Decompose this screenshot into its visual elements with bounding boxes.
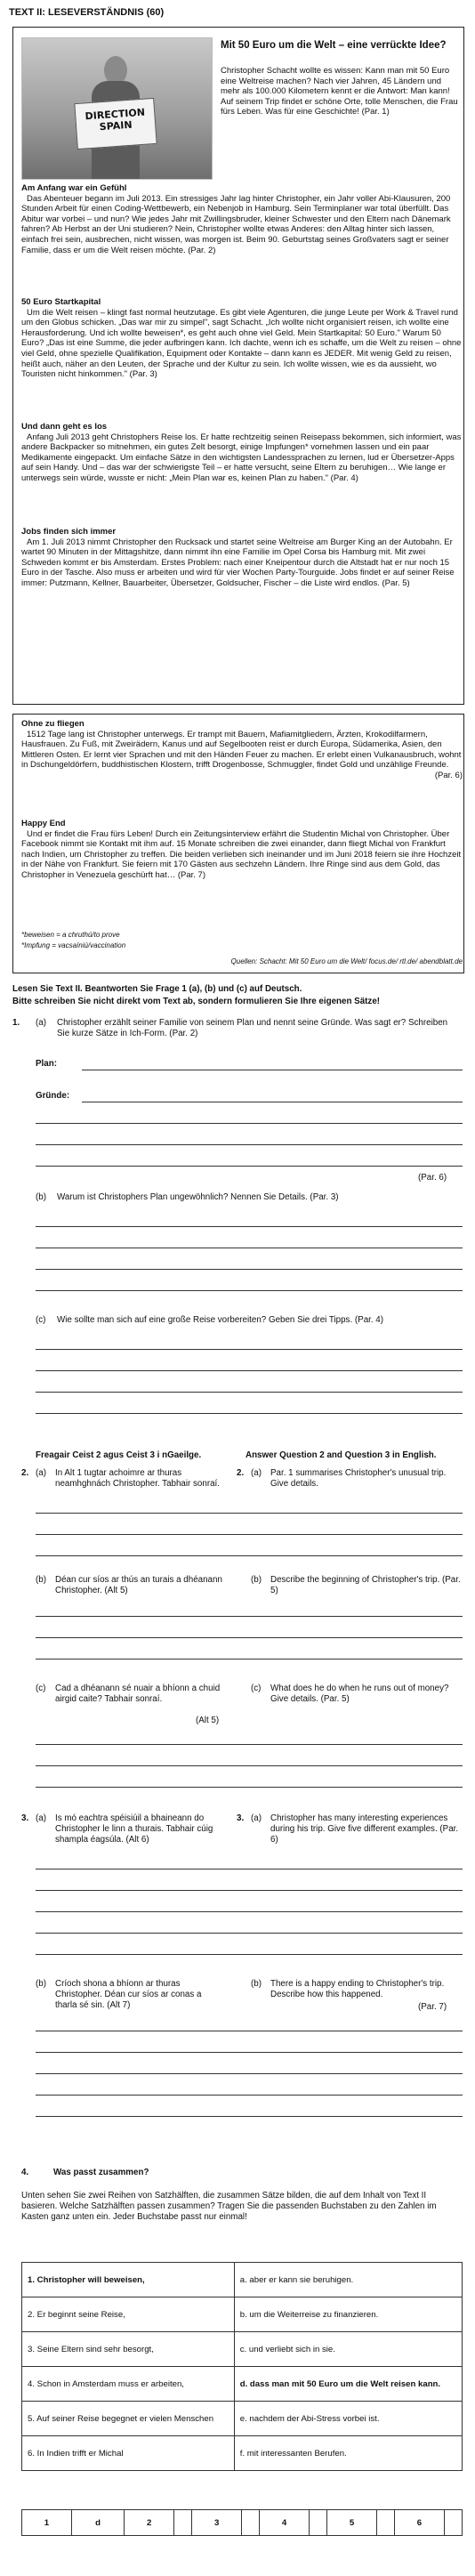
q2b-english: Describe the beginning of Christopher's trip. (Par. 5): [270, 1575, 461, 1595]
q3b-irish: Críoch shona a bhíonn ar thuras Christopher. Déan cur síos ar conas a tharla sé sin. (Alt 7): [55, 1979, 202, 2010]
source-line: Quellen: Schacht: Mit 50 Euro um die Welt/ focus.de/ rtl.de/ abendblatt.de: [230, 957, 463, 965]
right-half: c. und verliebt sich in sie.: [234, 2332, 462, 2367]
left-half: 6. In Indien trifft er Michal: [22, 2436, 235, 2471]
section-5: [21, 719, 463, 781]
article-title: Mit 50 Euro um die Welt – eine verrückte Idee?: [221, 40, 447, 51]
section-1-text: Das Abenteuer begann im Juli 2013. Ein stressiges Jahr lag hinter Christopher, ein Jahr voller Abi-Klausuren, 200 Stunden Arbeit für einen Coding-Wettbewerb, ein Nebenjob in Hamburg. Sein Terminplaner war total überfüllt. Das Abitur war vorbei – und nun? Wie jedes Jahr mit Zwillingsbruder, kleiner Schwester und den Eltern nach Dänemark fahren? Ab Herbst an der Uni studieren? Nein, Christopher wollte etwas Anderes: den Alltag hinter sich lassen, einfach frei sein, ausbrechen, nicht wissen, was morgen ist. Beim 90. Geburtstag seines Großvaters sagt er seiner Familie, dass er um die Welt reisen möchte. (Par. 2): [21, 193, 451, 255]
q2-number-en: 2.: [237, 1468, 245, 1478]
answer-cell[interactable]: [310, 2510, 327, 2536]
answer-line[interactable]: [36, 1144, 463, 1145]
answer-cell[interactable]: [174, 2510, 192, 2536]
q1a-marks: (Par. 6): [418, 1173, 447, 1183]
section-5-par: (Par. 6): [434, 770, 463, 780]
instruction-1: Lesen Sie Text II. Beantworten Sie Frage 1 (a), (b) und (c) auf Deutsch.: [12, 984, 302, 994]
q1b-label: (b): [36, 1192, 46, 1202]
table-row: [22, 2332, 463, 2367]
left-half: 1. Christopher will beweisen,: [22, 2263, 235, 2297]
section-2-text: Um die Welt reisen – klingt fast normal heutzutage. Es gibt viele Agenturen, die junge Leute per Work & Travel rund um den Globus schicken. „Das war mir zu simpel", sagt Schacht. „Ich wollte nicht organisiert reisen, ich wollte eine Herausforderung. Und ich wollte beweisen*, es geht auch ohne viel Geld. Mein Startkapital: 50 Euro." Warum 50 Euro? „Das ist eine Summe, die jeder aufbringen kann. Ich dachte, wenn ich es schaffe, um die Welt zu reisen – ohne viel Geld, ohne spezielle Qualifikation, Equipment oder Kontakte – dann kann es JEDER. Mit wenig Geld zu reisen, heißt auch, näher an den Leuten, der Sprache und der Kultur zu sein. Ich wollte wissen, wie es da aussieht, wo Touristen nicht hinkommen." (Par. 3): [21, 307, 462, 380]
section-6: [21, 819, 463, 881]
q1a-text: Christopher erzählt seiner Familie von seinem Plan und nennt seine Gründe. Was sagt er? Schreiben Sie kurze Sätze in Ich-Form. (Par. 2): [57, 1018, 448, 1038]
q2b-irish: Déan cur síos ar thús an turais a dhéanann Christopher. (Alt 5): [55, 1575, 222, 1595]
q2b-label-ga: (b): [36, 1575, 46, 1585]
section-5-text: 1512 Tage lang ist Christopher unterwegs. Er trampt mit Bauern, Mafiamitgliedern, Ärzten, Krokodilfarmern, Hausfrauen. Zu Fuß, mit Zweirädern, Kanus und auf Segelbooten reist er durch Europa, Südamerika, Asien, den Mittleren Osten. Er lernt vier Sprachen und mit den Händen Feuer zu machen. Er erlebt einen Vulkanausbruch, wohnt in Dschungeldörfern, buddhistischen Klostern, trifft Drogenbosse, Schmuggler, findet Gold und unzählige Freunde.: [21, 729, 462, 771]
q4-heading: Was passt zusammen?: [53, 2168, 149, 2177]
answer-line[interactable]: [36, 1392, 463, 1393]
table-row: [22, 2436, 463, 2471]
answer-line[interactable]: [36, 1555, 463, 1556]
answer-line[interactable]: [36, 1123, 463, 1124]
q3-number-ga: 3.: [21, 1813, 29, 1823]
q2c-english: What does he do when he runs out of money? Give details. (Par. 5): [270, 1684, 449, 1704]
q2a-english: Par. 1 summarises Christopher's unusual trip. Give details.: [270, 1468, 447, 1489]
section-3-heading: Und dann geht es los: [21, 422, 108, 432]
q1b-text: Warum ist Christophers Plan ungewöhnlich? Nennen Sie Details. (Par. 3): [57, 1192, 339, 1202]
answer-line[interactable]: [36, 1765, 463, 1766]
answer-number: 3: [192, 2510, 242, 2536]
q2c-label-ga: (c): [36, 1684, 46, 1693]
q1a-label: (a): [36, 1018, 46, 1028]
answer-row: [22, 2510, 463, 2536]
answer-line[interactable]: [36, 1637, 463, 1638]
section-header: TEXT II: LESEVERSTÄNDNIS (60): [9, 7, 165, 18]
q1c-label: (c): [36, 1315, 46, 1325]
answer-line[interactable]: [36, 1166, 463, 1167]
answer-line[interactable]: [36, 1269, 463, 1270]
q2-number-ga: 2.: [21, 1468, 29, 1478]
q2b-label-en: (b): [251, 1575, 262, 1585]
section-4-heading: Jobs finden sich immer: [21, 527, 117, 537]
answer-line[interactable]: [36, 2052, 463, 2053]
answer-line[interactable]: [36, 1290, 463, 1291]
left-half: 5. Auf seiner Reise begegnet er vielen Menschen: [22, 2402, 235, 2436]
instruction-2: Bitte schreiben Sie nicht direkt vom Text ab, sondern formulieren Sie Ihre eigenen Sätze!: [12, 997, 381, 1006]
section-1-heading: Am Anfang war ein Gefühl: [21, 183, 127, 193]
answer-number: 1: [22, 2510, 72, 2536]
left-half: 2. Er beginnt seine Reise,: [22, 2297, 235, 2332]
q3b-label-ga: (b): [36, 1979, 46, 1989]
answer-cell[interactable]: [444, 2510, 462, 2536]
q2c-irish: Cad a dhéanann sé nuair a bhíonn a chuid airgid caite? Tabhair sonraí.: [55, 1684, 221, 1704]
q2a-label-ga: (a): [36, 1468, 46, 1478]
right-half: b. um die Weiterreise zu finanzieren.: [234, 2297, 462, 2332]
irish-instructions: Freagair Ceist 2 agus Ceist 3 i nGaeilge.: [36, 1450, 202, 1460]
right-half: f. mit interessanten Berufen.: [234, 2436, 462, 2471]
q4-instructions: Unten sehen Sie zwei Reihen von Satzhälften, die zusammen Sätze bilden, die auf dem Inhalt von Text II basieren. Welche Satzhälften passen zusammen? Tragen Sie die passenden Buchstaben zu den Zahlen im Kasten ganz unten ein. Jeder Buchstabe passt nur einmal!: [21, 2191, 437, 2222]
q2a-irish: In Alt 1 tugtar achoimre ar thuras neamhghnách Christopher. Tabhair sonraí.: [55, 1468, 220, 1489]
english-instructions: Answer Question 2 and Question 3 in English.: [246, 1450, 437, 1460]
article-photo: [21, 37, 213, 180]
left-half: 4. Schon in Amsterdam muss er arbeiten,: [22, 2367, 235, 2402]
answer-line[interactable]: [36, 1513, 463, 1514]
section-6-heading: Happy End: [21, 819, 66, 828]
answer-line[interactable]: [36, 1744, 463, 1745]
q3a-label-ga: (a): [36, 1813, 46, 1823]
answer-line[interactable]: [36, 2073, 463, 2074]
q1c-text: Wie sollte man sich auf eine große Reise vorbereiten? Geben Sie drei Tipps. (Par. 4): [57, 1315, 384, 1325]
table-row: [22, 2402, 463, 2436]
q4-number: 4.: [21, 2168, 29, 2177]
section-3: [21, 422, 463, 484]
answer-line[interactable]: [36, 1226, 463, 1227]
answer-grid: [21, 2509, 463, 2536]
answer-cell[interactable]: d: [71, 2510, 124, 2536]
table-row: [22, 2367, 463, 2402]
matching-table: [21, 2262, 463, 2471]
answer-line[interactable]: [36, 1911, 463, 1912]
gloss-2: *Impfung = vacsaíniú/vaccination: [21, 941, 126, 949]
q3a-english: Christopher has many interesting experiences during his trip. Give five different examples. (Par. 6): [270, 1813, 459, 1845]
q2c-label-en: (c): [251, 1684, 262, 1693]
right-half: a. aber er kann sie beruhigen.: [234, 2263, 462, 2297]
answer-line[interactable]: [36, 2116, 463, 2117]
answer-line[interactable]: [36, 1890, 463, 1891]
answer-line[interactable]: [36, 1933, 463, 1934]
answer-line[interactable]: [36, 1349, 463, 1350]
answer-line[interactable]: [36, 1954, 463, 1955]
answer-line[interactable]: [36, 1370, 463, 1371]
section-2-heading: 50 Euro Startkapital: [21, 297, 101, 307]
answer-line[interactable]: [36, 2095, 463, 2096]
section-1: [21, 183, 463, 255]
article-intro: Christopher Schacht wollte es wissen: Kann man mit 50 Euro eine Weltreise machen? Nach vier Jahren, 45 Ländern und mehr als 100.000 Kilometern kennt er die Antwort: Man kann! Auf seinem Trip findet er schöne Orte, tolle Menschen, die Frau fürs Leben. Was für eine Geschichte! (Par. 1): [221, 66, 458, 117]
answer-line[interactable]: [36, 1534, 463, 1535]
answer-number: 6: [395, 2510, 445, 2536]
section-3-text: Anfang Juli 2013 geht Christophers Reise los. Er hatte rechtzeitig seinen Reisepass bekommen, sich informiert, was andere Backpacker so mitnehmen, ein gutes Zelt besorgt, einige Impfungen* vornehmen lassen und ein paar Medikamente eingepackt. Um einfache Sätze in den wichtigsten Landessprachen zu lernen, lud er Übersetzer-Apps auf sein Handy. Und – das war der schwierigste Teil – er hatte versucht, seine Eltern zu beruhigen… Wie lange er unterwegs sein würde, wusste er nicht: „Mein Plan war es, keinen Plan zu haben." (Par. 4): [21, 432, 462, 483]
answer-line[interactable]: [36, 1787, 463, 1788]
left-half: 3. Seine Eltern sind sehr besorgt,: [22, 2332, 235, 2367]
q3-number-en: 3.: [237, 1813, 245, 1823]
section-4: [21, 527, 463, 589]
q3a-irish: Is mó eachtra spéisiúil a bhaineann do Christopher le linn a thurais. Tabhair cúig shampla éagsúla. (Alt 6): [55, 1813, 213, 1845]
right-half: d. dass man mit 50 Euro um die Welt reisen kann.: [234, 2367, 462, 2402]
q1-number: 1.: [12, 1018, 20, 1028]
gruende-label: Gründe:: [36, 1091, 70, 1101]
section-6-text: Und er findet die Frau fürs Leben! Durch ein Zeitungsinterview erfährt die Studentin Michal von Christopher. Über Facebook nimmt sie Kontakt mit ihm auf. 15 Monate schreiben die zwei einander, dann fliegt Michal von Frankfurt nach Indien, um Christopher zu treffen. Die beiden verlieben sich ineinander und im Juni 2018 feiern sie ihre Hochzeit in der Nähe von Frankfurt. Sie feiern mit 170 Gästen aus sechzehn Ländern. Ihre Ringe sind aus dem Gold, das Christopher in Venezuela geschürft hat… (Par. 7): [21, 828, 462, 880]
section-4-text: Am 1. Juli 2013 nimmt Christopher den Rucksack und startet seine Weltreise am Burger King an der Autobahn. Er wartet 90 Minuten in der Mittagshitze, dann nimmt ihn eine Familie im Opel Corsa bis Hamburg mit. Mit zwei Schweden kommt er bis Amsterdam. Erstes Problem: nach einer Kneipentour durch die Altstadt hat er nur noch 15 Euro in der Tasche. Also muss er arbeiten und wird für vier Wochen Party-Tourguide. Jobs findet er auf seiner Reise immer: Putzmann, Kellner, Bauarbeiter, Übersetzer, Goldsucher, Fischer – die Liste wird endlos. (Par. 5): [21, 537, 455, 588]
gloss-1: *beweisen = a chruthú/to prove: [21, 931, 120, 939]
q3b-label-en: (b): [251, 1979, 262, 1989]
section-2: [21, 297, 463, 380]
q3a-label-en: (a): [251, 1813, 262, 1823]
q2a-label-en: (a): [251, 1468, 262, 1478]
photo-sign: DIRECTION SPAIN: [74, 98, 157, 149]
q3b-english: There is a happy ending to Christopher's trip. Describe how this happened.: [270, 1979, 445, 1999]
answer-number: 5: [327, 2510, 377, 2536]
plan-label: Plan:: [36, 1059, 57, 1069]
answer-number: 2: [125, 2510, 174, 2536]
answer-cell[interactable]: [242, 2510, 260, 2536]
section-5-heading: Ohne zu fliegen: [21, 719, 85, 729]
right-half: e. nachdem der Abi-Stress vorbei ist.: [234, 2402, 462, 2436]
q2c-irish-par: (Alt 5): [196, 1716, 220, 1725]
q3b-english-par: (Par. 7): [418, 2002, 447, 2012]
table-row: [22, 2297, 463, 2332]
table-row: [22, 2263, 463, 2297]
answer-number: 4: [260, 2510, 310, 2536]
answer-line[interactable]: [36, 1616, 463, 1617]
answer-line[interactable]: [36, 1413, 463, 1414]
answer-cell[interactable]: [376, 2510, 394, 2536]
